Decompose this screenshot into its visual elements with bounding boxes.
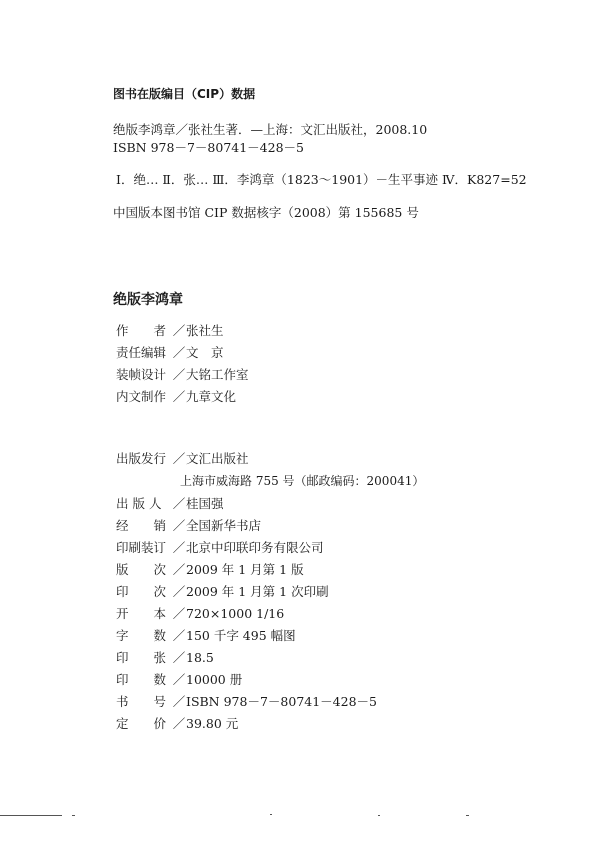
credit-separator: ／ xyxy=(172,367,186,382)
detail-separator: ／ xyxy=(172,716,186,731)
detail-label: 印 数 xyxy=(116,672,167,687)
credit-row xyxy=(116,389,236,405)
detail-label: 经 销 xyxy=(116,518,167,533)
detail-row xyxy=(116,672,242,688)
detail-label: 定 价 xyxy=(116,716,167,731)
detail-value: 2009 年 1 月第 1 次印刷 xyxy=(186,584,329,599)
detail-separator: ／ xyxy=(172,496,186,511)
scan-speck xyxy=(0,815,62,816)
detail-value: 720×1000 1/16 xyxy=(186,606,285,621)
book-title: 绝版李鸿章 xyxy=(113,292,183,308)
detail-value: 18.5 xyxy=(186,650,214,665)
detail-label: 出 版 人 xyxy=(116,496,162,511)
credit-value: 九章文化 xyxy=(186,389,237,404)
detail-separator: ／ xyxy=(172,584,186,599)
credit-row xyxy=(116,345,224,361)
credit-separator: ／ xyxy=(172,389,186,404)
detail-row xyxy=(116,716,238,732)
detail-value: 北京中印联印务有限公司 xyxy=(186,540,324,555)
detail-value: 桂国强 xyxy=(186,496,224,511)
detail-value: ISBN 978－7－80741－428－5 xyxy=(186,694,377,709)
credit-label: 作 者 xyxy=(116,323,167,338)
detail-value: 39.80 元 xyxy=(186,716,239,731)
detail-row xyxy=(116,518,261,534)
cip-entry-line1: 绝版李鸿章／张社生著．—上海：文汇出版社，2008.10 xyxy=(113,122,428,137)
detail-row xyxy=(116,650,214,666)
detail-separator: ／ xyxy=(172,694,186,709)
detail-label: 印 次 xyxy=(116,584,167,599)
credit-label: 责任编辑 xyxy=(116,345,167,360)
cip-entry-line2: ISBN 978－7－80741－428－5 xyxy=(113,140,304,155)
publisher-row xyxy=(116,451,249,467)
credit-value: 文 京 xyxy=(186,345,224,360)
publisher-address: 上海市威海路 755 号（邮政编码：200041） xyxy=(180,474,425,488)
cip-heading: 图书在版编目（CIP）数据 xyxy=(113,87,256,101)
publisher-separator: ／ xyxy=(172,451,186,466)
credit-separator: ／ xyxy=(172,345,186,360)
publisher-name: 文汇出版社 xyxy=(186,451,249,466)
credit-value: 大铭工作室 xyxy=(186,367,249,382)
publisher-label: 出版发行 xyxy=(116,451,167,466)
scan-speck xyxy=(270,814,272,815)
detail-value: 150 千字 495 幅图 xyxy=(186,628,296,643)
detail-row xyxy=(116,606,284,622)
detail-label: 印 张 xyxy=(116,650,167,665)
detail-row xyxy=(116,584,329,600)
detail-label: 书 号 xyxy=(116,694,167,709)
detail-separator: ／ xyxy=(172,540,186,555)
detail-separator: ／ xyxy=(172,562,186,577)
credit-row xyxy=(116,323,224,339)
detail-label: 字 数 xyxy=(116,628,167,643)
credit-value: 张社生 xyxy=(186,323,224,338)
detail-separator: ／ xyxy=(172,672,186,687)
detail-label: 印刷装订 xyxy=(116,540,167,555)
cip-verify: 中国版本图书馆 CIP 数据核字（2008）第 155685 号 xyxy=(113,205,419,220)
detail-row xyxy=(116,496,224,512)
detail-value: 全国新华书店 xyxy=(186,518,262,533)
credit-label: 装帧设计 xyxy=(116,367,167,382)
detail-label: 版 次 xyxy=(116,562,167,577)
detail-value: 2009 年 1 月第 1 版 xyxy=(186,562,304,577)
detail-label: 开 本 xyxy=(116,606,167,621)
detail-separator: ／ xyxy=(172,606,186,621)
credit-row xyxy=(116,367,249,383)
detail-value: 10000 册 xyxy=(186,672,243,687)
scan-speck xyxy=(378,815,380,816)
detail-separator: ／ xyxy=(172,650,186,665)
credit-separator: ／ xyxy=(172,323,186,338)
scan-speck xyxy=(466,815,469,816)
cip-subjects: Ⅰ．绝… Ⅱ．张… Ⅲ．李鸿章（1823～1901）－生平事迹 Ⅳ．K827=52 xyxy=(116,172,527,187)
detail-separator: ／ xyxy=(172,518,186,533)
detail-separator: ／ xyxy=(172,628,186,643)
detail-row xyxy=(116,628,296,644)
detail-row xyxy=(116,540,324,556)
detail-row xyxy=(116,694,377,710)
scan-speck xyxy=(72,815,75,816)
credit-label: 内文制作 xyxy=(116,389,167,404)
detail-row xyxy=(116,562,304,578)
